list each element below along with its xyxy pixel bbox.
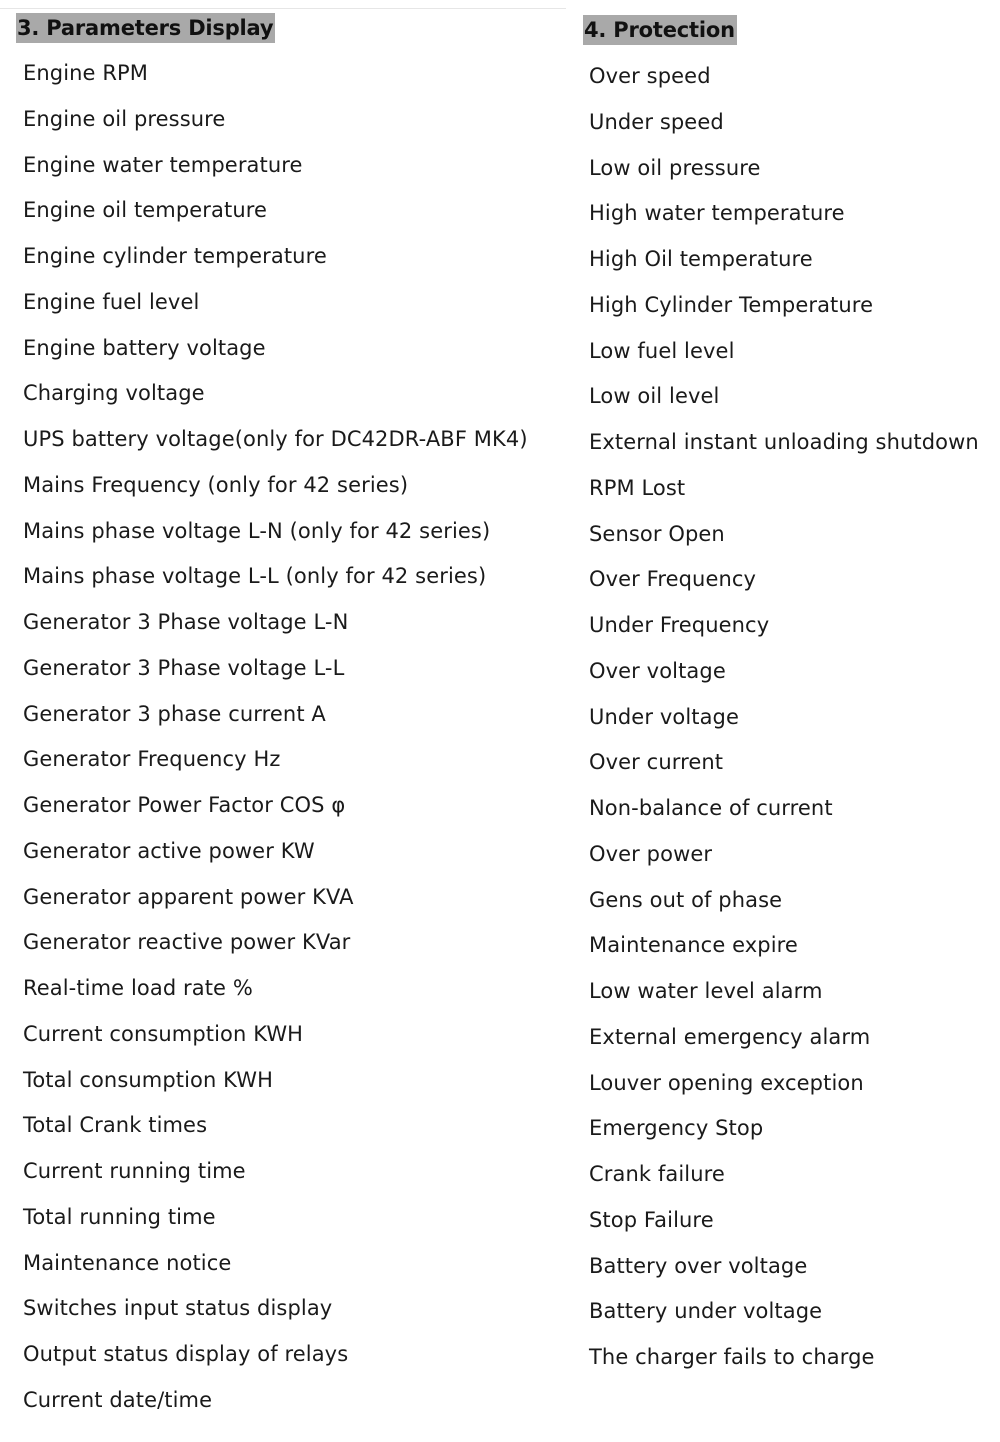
list-item: RPM Lost bbox=[589, 475, 686, 500]
list-item: Over power bbox=[589, 841, 713, 866]
list-item: Generator 3 Phase voltage L-N bbox=[23, 610, 349, 634]
list-item: Battery under voltage bbox=[589, 1299, 823, 1324]
list-item: Over speed bbox=[589, 64, 711, 88]
list-item: Engine fuel level bbox=[23, 289, 200, 314]
list-item: Stop Failure bbox=[589, 1207, 714, 1232]
list-item: Mains phase voltage L-N (only for 42 series) bbox=[23, 518, 491, 543]
list-item: Under Frequency bbox=[589, 613, 770, 637]
list-item: Under voltage bbox=[589, 704, 740, 729]
list-item: Crank failure bbox=[589, 1162, 725, 1186]
list-item: Real-time load rate % bbox=[23, 976, 253, 1000]
list-item: Output status display of relays bbox=[23, 1342, 349, 1366]
list-item: Maintenance expire bbox=[589, 933, 798, 958]
list-item: Generator reactive power KVar bbox=[23, 930, 351, 955]
list-item: Low oil pressure bbox=[589, 155, 761, 180]
list-item: Engine cylinder temperature bbox=[23, 244, 327, 268]
list-item: UPS battery voltage(only for DC42DR-ABF MK4) bbox=[23, 427, 528, 451]
list-item: Generator Power Factor COS φ bbox=[23, 793, 346, 817]
list-item: External emergency alarm bbox=[589, 1024, 871, 1049]
parameters-display-list bbox=[23, 56, 528, 1429]
list-item: Over current bbox=[589, 750, 724, 775]
list-item: Low oil level bbox=[589, 384, 720, 409]
list-item: Emergency Stop bbox=[589, 1116, 764, 1141]
list-item: Gens out of phase bbox=[589, 887, 783, 912]
parameters-display-heading: 3. Parameters Display bbox=[16, 13, 275, 43]
list-item: The charger fails to charge bbox=[589, 1345, 875, 1369]
list-item: Total running time bbox=[23, 1204, 216, 1229]
list-item: Under speed bbox=[589, 109, 724, 134]
list-item: Generator 3 Phase voltage L-L bbox=[23, 655, 345, 680]
list-item: Total Crank times bbox=[23, 1113, 208, 1138]
list-item: Current consumption KWH bbox=[23, 1021, 304, 1046]
list-item: Generator active power KW bbox=[23, 838, 315, 863]
list-item: Engine RPM bbox=[23, 61, 149, 85]
list-item: Engine battery voltage bbox=[23, 335, 266, 360]
list-item: Non-balance of current bbox=[589, 796, 833, 820]
list-item: High Cylinder Temperature bbox=[589, 292, 874, 317]
list-item: Generator 3 phase current A bbox=[23, 701, 326, 726]
protection-heading: 4. Protection bbox=[583, 15, 737, 45]
top-divider bbox=[0, 8, 566, 9]
list-item: Low fuel level bbox=[589, 338, 735, 363]
list-item: Louver opening exception bbox=[589, 1070, 864, 1095]
list-item: Engine water temperature bbox=[23, 152, 303, 177]
list-item: High Oil temperature bbox=[589, 247, 813, 271]
list-item: External instant unloading shutdown bbox=[589, 430, 979, 454]
list-item: Generator Frequency Hz bbox=[23, 747, 281, 772]
list-item: Switches input status display bbox=[23, 1296, 333, 1321]
list-item: Over voltage bbox=[589, 658, 726, 683]
list-item: Mains Frequency (only for 42 series) bbox=[23, 472, 409, 497]
list-item: High water temperature bbox=[589, 201, 845, 226]
list-item: Total consumption KWH bbox=[23, 1067, 274, 1092]
list-item: Current running time bbox=[23, 1159, 246, 1183]
list-item: Maintenance notice bbox=[23, 1250, 232, 1275]
list-item: Sensor Open bbox=[589, 521, 725, 546]
list-item: Generator apparent power KVA bbox=[23, 884, 354, 909]
list-item: Mains phase voltage L-L (only for 42 series) bbox=[23, 564, 487, 589]
list-item: Charging voltage bbox=[23, 381, 205, 406]
list-item: Battery over voltage bbox=[589, 1253, 808, 1278]
list-item: Current date/time bbox=[23, 1387, 213, 1412]
list-item: Engine oil pressure bbox=[23, 106, 226, 131]
list-item: Low water level alarm bbox=[589, 979, 823, 1003]
list-item: Engine oil temperature bbox=[23, 198, 268, 223]
protection-list bbox=[589, 59, 979, 1386]
list-item: Over Frequency bbox=[589, 567, 757, 592]
